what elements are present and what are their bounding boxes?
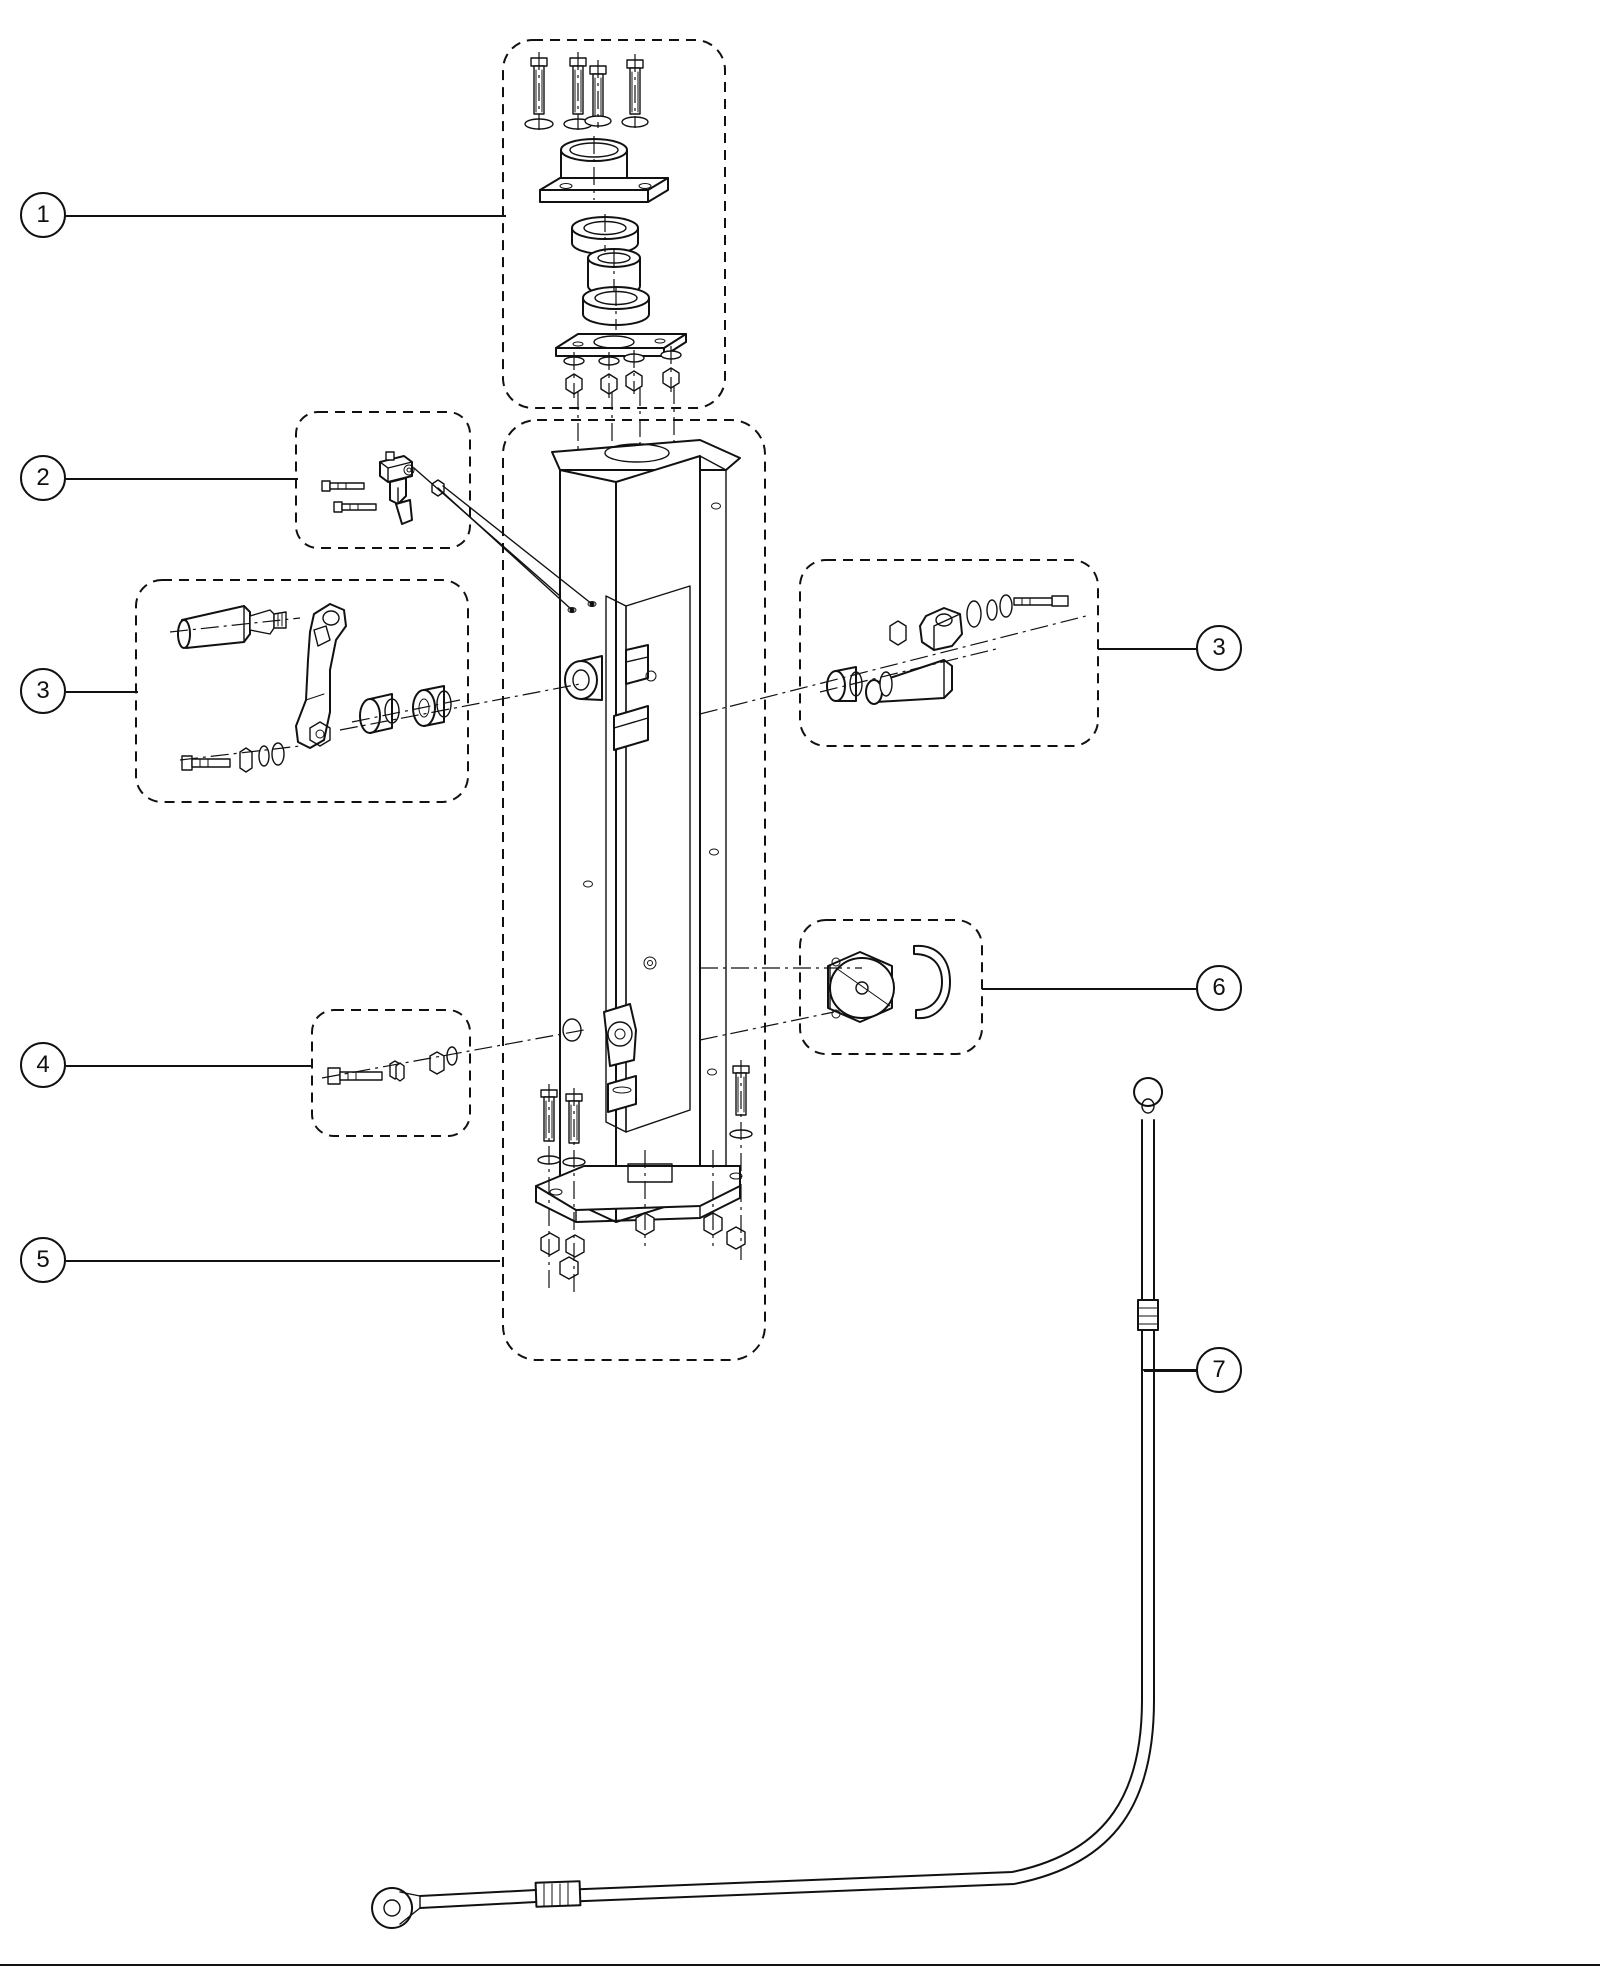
callout-7-number: 7 <box>1212 1356 1226 1383</box>
leader-line-1 <box>66 215 506 217</box>
group-outline-3-right <box>800 560 1098 746</box>
part-upper-bolts <box>525 58 648 129</box>
leader-line-3-left <box>66 691 138 693</box>
callout-3-right[interactable] <box>1196 625 1242 671</box>
callout-2[interactable] <box>20 455 66 501</box>
callout-5-number: 5 <box>36 1246 50 1273</box>
part-cable <box>372 1078 1162 1928</box>
leader-line-3-right <box>1098 648 1196 650</box>
part-base-nuts <box>541 1213 745 1279</box>
part-drum <box>828 952 894 1022</box>
callout-3-right-number: 3 <box>1212 634 1226 661</box>
callout-6[interactable] <box>1196 965 1242 1011</box>
part-retaining-ring <box>914 946 950 1018</box>
sheet-bottom-rule <box>0 1964 1600 1966</box>
part-column-weldment <box>536 440 742 1222</box>
part-lever-bushings <box>360 686 451 733</box>
part-lever-arm <box>296 604 346 748</box>
group-outline-2 <box>296 412 470 548</box>
leader-line-4 <box>66 1065 312 1067</box>
callout-3-left[interactable] <box>20 668 66 714</box>
part-switch-screws <box>322 481 376 512</box>
callout-3-left-number: 3 <box>36 677 50 704</box>
callout-1-number: 1 <box>36 201 50 228</box>
leader-line-6 <box>982 988 1196 990</box>
part-upper-nuts <box>566 368 679 394</box>
centerlines-group-4 <box>322 1030 584 1078</box>
leader-line-2 <box>66 478 298 480</box>
callout-5[interactable] <box>20 1237 66 1283</box>
callout-4[interactable] <box>20 1042 66 1088</box>
callout-1[interactable] <box>20 192 66 238</box>
callout-4-number: 4 <box>36 1051 50 1078</box>
part-handle-grip <box>178 606 286 648</box>
part-upper-washers <box>564 351 681 365</box>
callout-2-number: 2 <box>36 464 50 491</box>
part-upper-plate <box>540 139 668 202</box>
callout-7[interactable] <box>1196 1347 1242 1393</box>
leader-line-7 <box>1144 1370 1196 1372</box>
part-right-lever-pin <box>827 595 1068 704</box>
callout-6-number: 6 <box>1212 974 1226 1001</box>
part-switch-body <box>380 452 414 524</box>
leader-line-5 <box>66 1260 500 1262</box>
